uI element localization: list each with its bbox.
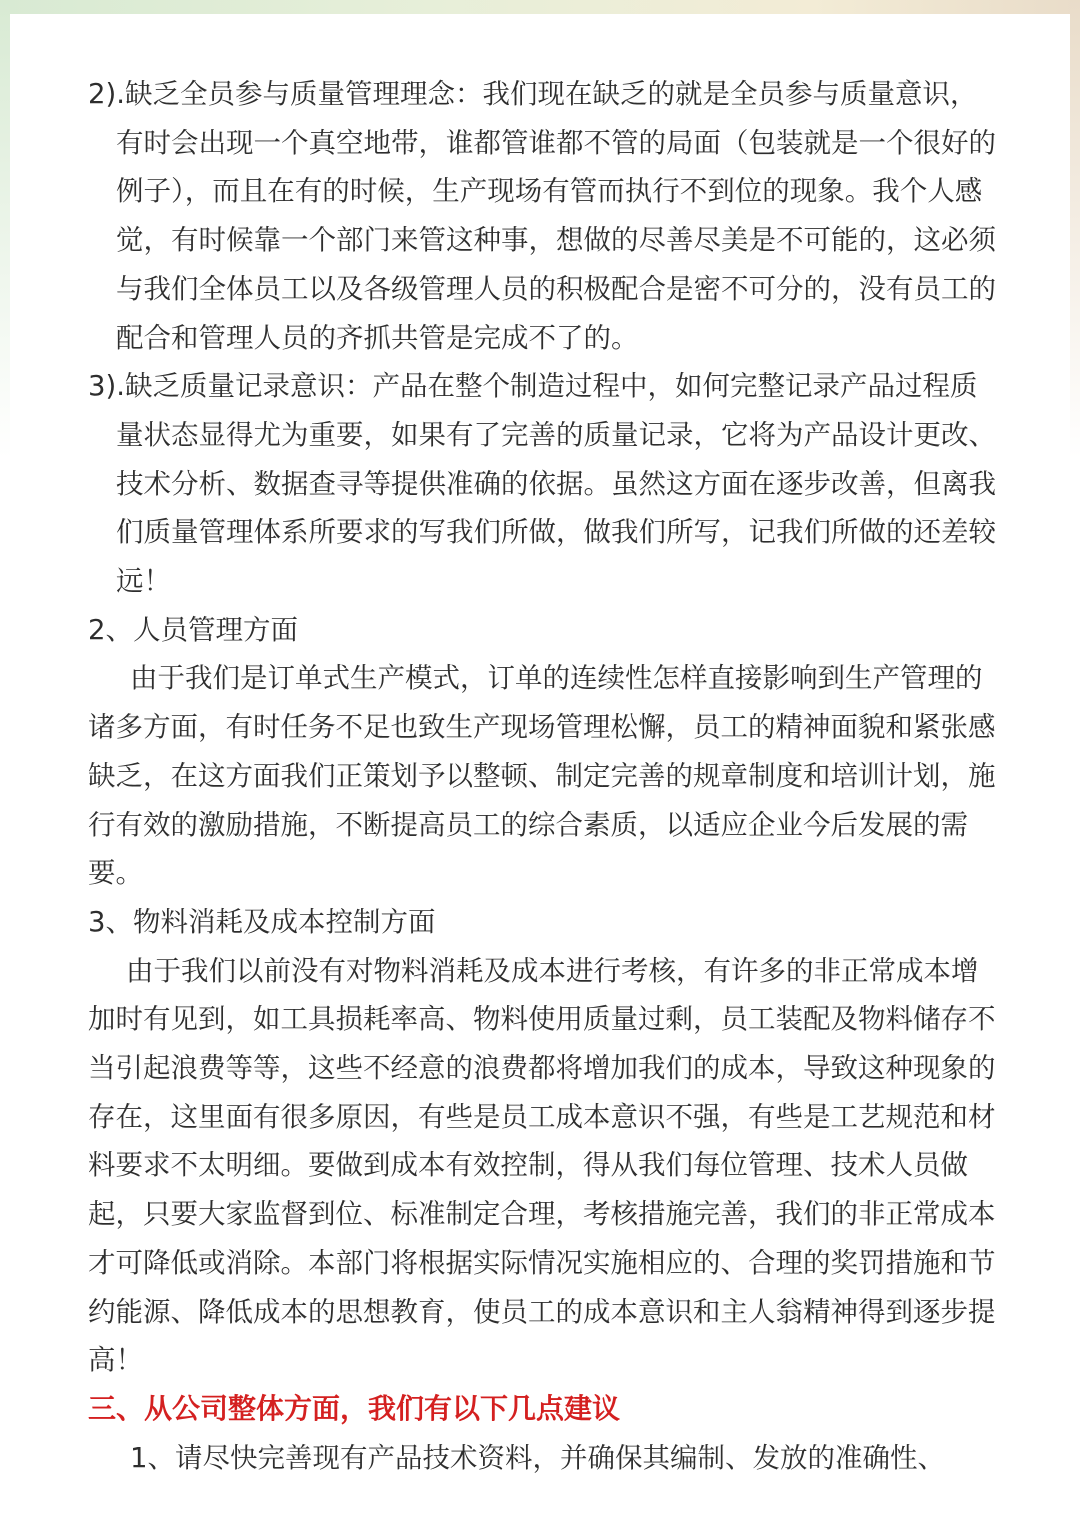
paragraph-material-cost-control: 由于我们以前没有对物料消耗及成本进行考核，有许多的非正常成本增加时有见到，如工具损耗率高、物料使用质量过剩，员工装配及物料储存不当引起浪费等等，这些不经意的浪费都将增加我们的成本，导致这种现象的存在，这里面有很多原因，有些是员工成本意识不强，有些是工艺规范和材料要求不太明细。要做到成本有效控制，得从我们每位管理、技术人员做起，只要大家监督到位、标准制定合理，考核措施完善，我们的非正常成本才可降低或消除。本部门将根据实际情况实施相应的、合理的奖罚措施和节约能源、降低成本的思想教育，使员工的成本意识和主人翁精神得到逐步提高！ xyxy=(88,954,996,1377)
page-left-border xyxy=(0,0,10,1529)
paragraph-quality-records: 3).缺乏质量记录意识：产品在整个制造过程中，如何完整记录产品过程质量状态显得尤为重要，如果有了完善的质量记录，它将为产品设计更改、技术分析、数据查寻等提供准确的依据。虽然这方面在逐步改善，但离我们质量管理体系所要求的写我们所做，做我们所写，记我们所做的还差较远！ xyxy=(88,370,996,598)
paragraph-suggestion-1: 1、请尽快完善现有产品技术资料，并确保其编制、发放的准确性、 xyxy=(130,1441,945,1474)
page-top-border xyxy=(0,0,1080,14)
heading-material-cost-control: 3、物料消耗及成本控制方面 xyxy=(88,905,436,938)
heading-personnel-management: 2、人员管理方面 xyxy=(88,613,298,646)
page-right-border xyxy=(1070,0,1080,1529)
paragraph-quality-awareness: 2).缺乏全员参与质量管理理念：我们现在缺乏的就是全员参与质量意识，有时会出现一个真空地带，谁都管谁都不管的局面（包装就是一个很好的例子），而且在有的时候，生产现场有管而执行不到位的现象。我个人感觉，有时候靠一个部门来管这种事，想做的尽善尽美是不可能的，这必须与我们全体员工以及各级管理人员的积极配合是密不可分的，没有员工的配合和管理人员的齐抓共管是完成不了的。 xyxy=(88,78,996,354)
document-body xyxy=(88,70,998,1482)
heading-company-suggestions: 三、从公司整体方面，我们有以下几点建议 xyxy=(88,1391,621,1425)
paragraph-personnel-management: 由于我们是订单式生产模式，订单的连续性怎样直接影响到生产管理的诸多方面，有时任务不足也致生产现场管理松懈，员工的精神面貌和紧张感缺乏，在这方面我们正策划予以整顿、制定完善的规章制度和培训计划，施行有效的激励措施，不断提高员工的综合素质，以适应企业今后发展的需要。 xyxy=(88,662,996,890)
